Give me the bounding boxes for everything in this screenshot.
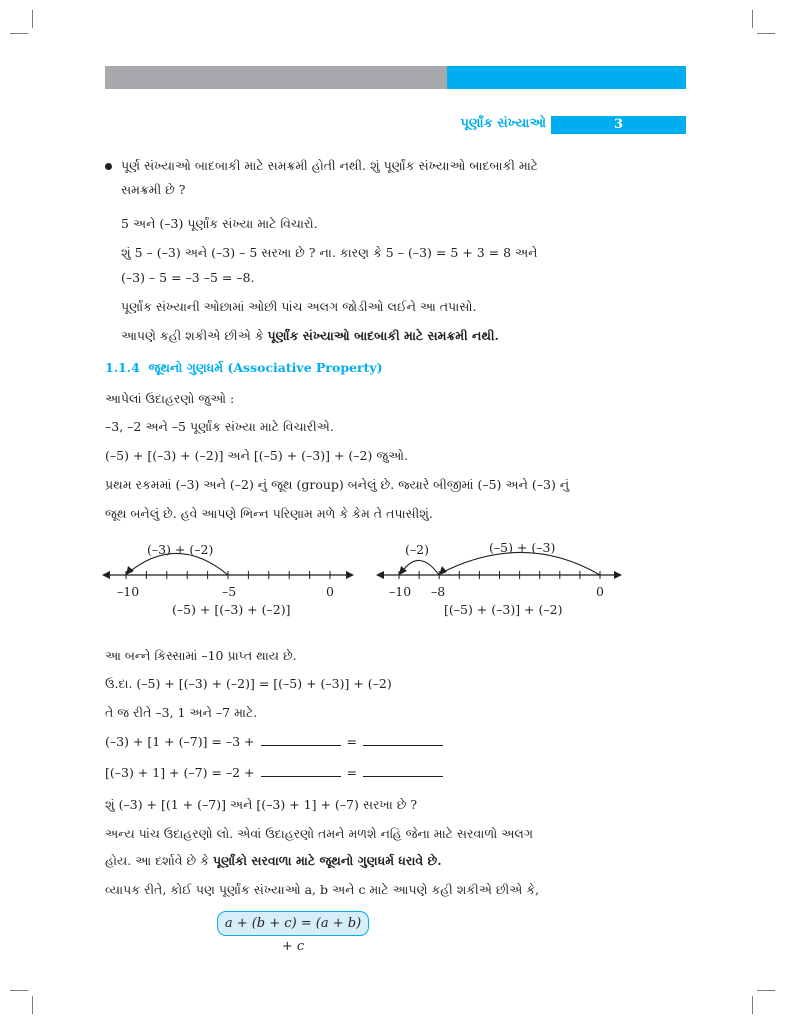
section-heading	[105, 360, 383, 376]
tick-label: –5	[222, 584, 237, 599]
crop-mark	[32, 996, 33, 1014]
page-number: 3	[551, 116, 686, 134]
answer-blank	[363, 735, 443, 746]
exercise-expression: (–3) + [1 + (–7)] = –3 +	[105, 734, 259, 749]
crop-mark	[752, 10, 753, 28]
bullet-text-line2: સમક્રમી છે ?	[121, 182, 186, 197]
tick-label: –10	[117, 584, 140, 599]
conclusion	[121, 328, 499, 344]
conclusion-bold: પૂર્ણાંક સંખ્યાઓ બાદબાકી માટે સમક્રમી નથી.	[267, 328, 499, 343]
crop-mark	[10, 990, 28, 991]
body-line: તે જ રીતે –3, 1 અને –7 માટે.	[105, 705, 258, 720]
conclusion-normal: આપણે કહી શકીએ છીએ કે	[121, 328, 268, 343]
body-line: (–5) + [(–3) + (–2)] અને [(–5) + (–3)] + (–2) જુઓ.	[105, 448, 409, 463]
body-line: –3, –2 અને –5 પૂર્ણાંક સંખ્યા માટે વિચારીએ.	[105, 419, 334, 434]
paragraph: પૂર્ણાંક સંખ્યાની ઓછામાં ઓછી પાંચ અલગ જોડીઓ લઈને આ તપાસો.	[121, 299, 477, 314]
bullet-text-line1: પૂર્ણ સંખ્યાઓ બાદબાકી માટે સમક્રમી હોતી નથી. શું પૂર્ણાંક સંખ્યાઓ બાદબાકી માટે	[121, 158, 539, 173]
exercise-line	[105, 765, 445, 780]
tick-label: –8	[431, 584, 446, 599]
equals-sign: =	[342, 765, 361, 780]
crop-mark	[752, 996, 753, 1014]
body-line: અન્ય પાંચ ઉદાહરણો લો. એવાં ઉદાહરણો તમને મળશે નહિ જેના માટે સરવાળો અલગ	[105, 826, 533, 841]
crop-mark	[757, 990, 775, 991]
body-line: આ બન્ને કિસ્સામાં –10 પ્રાપ્ત થાય છે.	[105, 648, 297, 663]
body-line: જૂથ બનેલું છે. હવે આપણે ભિન્ન પરિણામ મળે કે કેમ તે તપાસીશું.	[105, 506, 433, 521]
conclusion-bold: પૂર્ણાંકો સરવાળા માટે જૂથનો ગુણધર્મ ધરાવે છે.	[212, 853, 442, 868]
tick-label: –10	[389, 584, 412, 599]
body-line: શું (–3) + [(1 + (–7)] અને [(–3) + 1] + (–7) સરખા છે ?	[105, 797, 418, 812]
section-title: જૂથનો ગુણધર્મ (Associative Property)	[148, 360, 383, 375]
header-bar-gray	[105, 66, 447, 89]
conclusion-normal: હોય. આ દર્શાવે છે કે	[105, 853, 213, 868]
paragraph: શું 5 – (–3) અને (–3) – 5 સરખા છે ? ના. કારણ કે 5 – (–3) = 5 + 3 = 8 અને	[121, 245, 538, 260]
equals-sign: =	[342, 734, 361, 749]
number-line-caption: (–5) + [(–3) + (–2)]	[172, 602, 291, 617]
body-line: આપેલાં ઉદાહરણો જુઓ :	[105, 391, 235, 406]
header-bar-blue	[447, 66, 686, 89]
crop-mark	[32, 10, 33, 28]
arc-label: (–3) + (–2)	[147, 542, 214, 557]
conclusion	[105, 853, 442, 869]
arc-label: (–2)	[405, 542, 429, 557]
formula-box: a + (b + c) = (a + b) + c	[217, 911, 369, 936]
answer-blank	[363, 766, 443, 777]
crop-mark	[10, 33, 28, 34]
number-line-caption: [(–5) + (–3)] + (–2)	[444, 602, 563, 617]
arc-label: (–5) + (–3)	[489, 540, 556, 555]
section-number: 1.1.4	[105, 360, 140, 375]
body-line: પ્રથમ રકમમાં (–3) અને (–2) નું જૂથ (group) બનેલું છે. જ્યારે બીજીમાં (–5) અને (–3) નું	[105, 477, 570, 492]
answer-blank	[261, 766, 341, 777]
body-line: ઉ.દા. (–5) + [(–3) + (–2)] = [(–5) + (–3)] + (–2)	[105, 676, 392, 691]
paragraph: 5 અને (–3) પૂર્ણાંક સંખ્યા માટે વિચારો.	[121, 216, 318, 231]
tick-label: 0	[596, 584, 604, 599]
paragraph: (–3) – 5 = –3 –5 = –8.	[121, 270, 255, 285]
exercise-line	[105, 734, 445, 749]
chapter-title: પૂર્ણાંક સંખ્યાઓ	[460, 116, 546, 131]
exercise-expression: [(–3) + 1] + (–7) = –2 +	[105, 765, 259, 780]
bullet-dot	[105, 163, 112, 170]
tick-label: 0	[326, 584, 334, 599]
body-line: વ્યાપક રીતે, કોઈ પણ પૂર્ણાંક સંખ્યાઓ a, b અને c માટે આપણે કહી શકીએ છીએ કે,	[105, 882, 540, 897]
answer-blank	[261, 735, 341, 746]
crop-mark	[757, 33, 775, 34]
